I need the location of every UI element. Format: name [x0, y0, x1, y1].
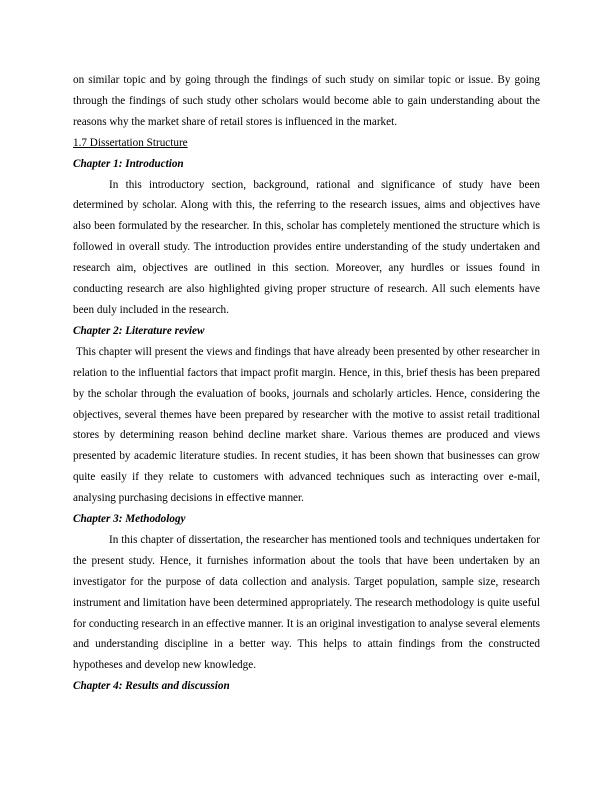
- chapter-3-heading: Chapter 3: Methodology: [73, 513, 186, 526]
- chapter-3-body: In this chapter of dissertation, the researcher has mentioned tools and techniques undertaken for the present study. Hence, it furnishes information about the tools that have been undertaken by an investigator for the purpose of data collection and analysis. Target population, sample size, research instrument and limitation have been determined appropriately. The research methodology is quite useful for conducting research in an effective manner. It is an original investigation to analyse several elements and understanding discipline in a better way. This helps to attain findings from the constructed hypotheses and develop new knowledge.: [73, 533, 541, 672]
- chapter-1-body: In this introductory section, background, rational and significance of study have been determined by scholar. Along with this, the referring to the research issues, aims and objectives have also been formulated by the researcher. In this, scholar has completely mentioned the structure which is followed in overall study. The introduction provides entire understanding of the study undertaken and research aim, objectives are outlined in this section. Moreover, any hurdles or issues found in conducting research are also highlighted giving proper structure of research. All such elements have been duly included in the research.: [73, 178, 540, 316]
- document-page: [73, 70, 540, 697]
- chapter-2-heading: Chapter 2: Literature review: [73, 324, 205, 337]
- chapter-4-heading: Chapter 4: Results and discussion: [73, 680, 230, 693]
- chapter-1-heading: Chapter 1: Introduction: [73, 157, 184, 170]
- chapter-2-body: This chapter will present the views and findings that have already been presented by other researcher in relation to the influential factors that impact profit margin. Hence, in this, brief thesis has been prepared by the scholar through the evaluation of books, journals and scholarly articles. Hence, considering the objectives, several themes have been prepared by researcher with the motive to assist retail traditional stores by determining reason behind decline market share. Various themes are produced and views presented by academic literature studies. In recent studies, it has been shown that businesses can grow quite easily if they relate to customers with advanced techniques such as interacting over e-mail, analysing purchasing decisions in effective manner.: [73, 345, 540, 505]
- section-heading-dissertation-structure[interactable]: 1.7 Dissertation Structure: [73, 136, 188, 149]
- intro-paragraph: on similar topic and by going through the findings of such study on similar topic or issue. By going through the findings of such study other scholars would become able to gain understanding about the reasons why the market share of retail stores is influenced in the market.: [73, 74, 540, 128]
